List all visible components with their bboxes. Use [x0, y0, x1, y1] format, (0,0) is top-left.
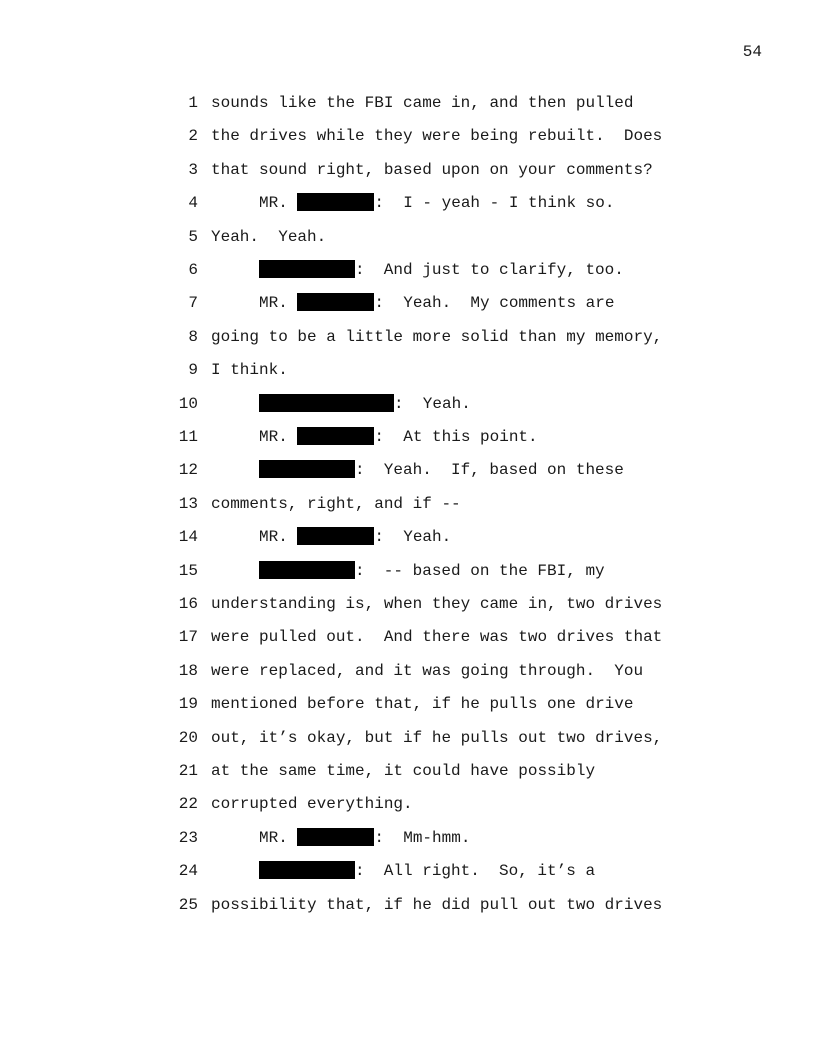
transcript-line [0, 828, 816, 848]
line-number: 23 [178, 828, 198, 847]
transcript-line [0, 260, 816, 280]
transcript-line [0, 527, 816, 547]
line-text [211, 460, 624, 480]
spoken-text: : Yeah. [374, 528, 452, 547]
line-text [211, 861, 595, 881]
speaker-title: MR. [259, 194, 298, 213]
line-number: 8 [188, 327, 198, 346]
transcript-line [0, 861, 816, 881]
speaker-title: MR. [259, 294, 298, 313]
line-text: possibility that, if he did pull out two drives [211, 895, 663, 914]
spoken-text: : I - yeah - I think so. [374, 194, 615, 213]
line-number: 20 [178, 728, 198, 747]
line-text [211, 427, 538, 447]
line-number: 22 [178, 795, 198, 814]
redaction-box [259, 260, 355, 278]
line-text: I think. [211, 361, 288, 380]
line-number: 11 [178, 428, 198, 446]
transcript-line [0, 327, 816, 347]
transcript-line [0, 694, 816, 714]
line-text [211, 828, 470, 848]
line-number: 13 [178, 494, 198, 513]
line-number: 18 [178, 661, 198, 680]
line-text: sounds like the FBI came in, and then pulled [211, 94, 634, 112]
transcript-line [0, 561, 816, 581]
line-number: 15 [178, 561, 198, 580]
spoken-text: : And just to clarify, too. [355, 261, 624, 279]
line-number: 21 [178, 762, 198, 780]
transcript-line [0, 193, 816, 213]
redaction-box [297, 427, 374, 445]
transcript-line [0, 93, 816, 113]
speaker-title: MR. [259, 528, 298, 547]
transcript-line [0, 126, 816, 146]
redaction-box [259, 861, 355, 879]
transcript-line [0, 394, 816, 414]
line-text: out, it’s okay, but if he pulls out two drives, [211, 728, 663, 747]
line-text: comments, right, and if -- [211, 494, 461, 513]
line-number: 17 [178, 628, 198, 647]
redaction-box [297, 527, 374, 545]
line-text [211, 527, 451, 547]
line-text [211, 293, 614, 313]
line-number: 5 [188, 227, 198, 246]
redaction-box [297, 193, 374, 211]
line-text: mentioned before that, if he pulls one drive [211, 695, 634, 714]
line-text: understanding is, when they came in, two drives [211, 595, 663, 613]
line-text: that sound right, based upon on your comments? [211, 160, 653, 179]
line-text: corrupted everything. [211, 795, 413, 814]
line-number: 16 [178, 595, 198, 613]
transcript-line [0, 761, 816, 781]
spoken-text: : Yeah. [394, 394, 471, 413]
spoken-text: : All right. So, it’s a [355, 862, 596, 881]
spoken-text: : Yeah. If, based on these [355, 461, 624, 480]
redaction-box [259, 394, 394, 412]
transcript-line [0, 160, 816, 180]
spoken-text: : Yeah. My comments are [374, 294, 615, 313]
line-number: 14 [178, 528, 198, 547]
line-text: going to be a little more solid than my memory, [211, 327, 663, 346]
line-text: were replaced, and it was going through. You [211, 661, 644, 680]
line-number: 10 [178, 394, 198, 413]
transcript-line [0, 728, 816, 748]
line-number: 25 [178, 895, 198, 914]
transcript-line [0, 227, 816, 247]
speaker-title: MR. [259, 428, 298, 446]
transcript-line [0, 594, 816, 614]
line-text [211, 193, 614, 213]
transcript-line [0, 427, 816, 447]
line-number: 1 [188, 94, 198, 112]
line-text: were pulled out. And there was two drives that [211, 628, 663, 647]
redaction-box [259, 561, 355, 579]
spoken-text: : -- based on the FBI, my [355, 561, 605, 580]
transcript-line [0, 494, 816, 514]
spoken-text: : At this point. [374, 428, 538, 446]
line-number: 4 [188, 194, 198, 213]
line-number: 7 [188, 294, 198, 313]
transcript-line [0, 794, 816, 814]
line-number: 12 [178, 461, 198, 480]
line-text: at the same time, it could have possibly [211, 762, 596, 780]
line-number: 9 [188, 361, 198, 380]
line-text: the drives while they were being rebuilt. Does [211, 127, 663, 146]
line-number: 6 [188, 261, 198, 279]
transcript-line [0, 460, 816, 480]
line-text [211, 394, 471, 414]
spoken-text: : Mm-hmm. [374, 828, 471, 847]
line-number: 19 [178, 695, 198, 714]
transcript-line [0, 895, 816, 915]
line-text: Yeah. Yeah. [211, 227, 327, 246]
redaction-box [259, 460, 355, 478]
line-text [211, 561, 605, 581]
redaction-box [297, 293, 374, 311]
line-number: 3 [188, 160, 198, 179]
line-number: 24 [178, 862, 198, 881]
transcript-line [0, 360, 816, 380]
speaker-title: MR. [259, 828, 298, 847]
transcript-line [0, 293, 816, 313]
page-number: 54 [742, 43, 762, 61]
transcript-line [0, 627, 816, 647]
line-number: 2 [188, 127, 198, 146]
transcript-line [0, 661, 816, 681]
line-text [211, 260, 624, 280]
redaction-box [297, 828, 374, 846]
